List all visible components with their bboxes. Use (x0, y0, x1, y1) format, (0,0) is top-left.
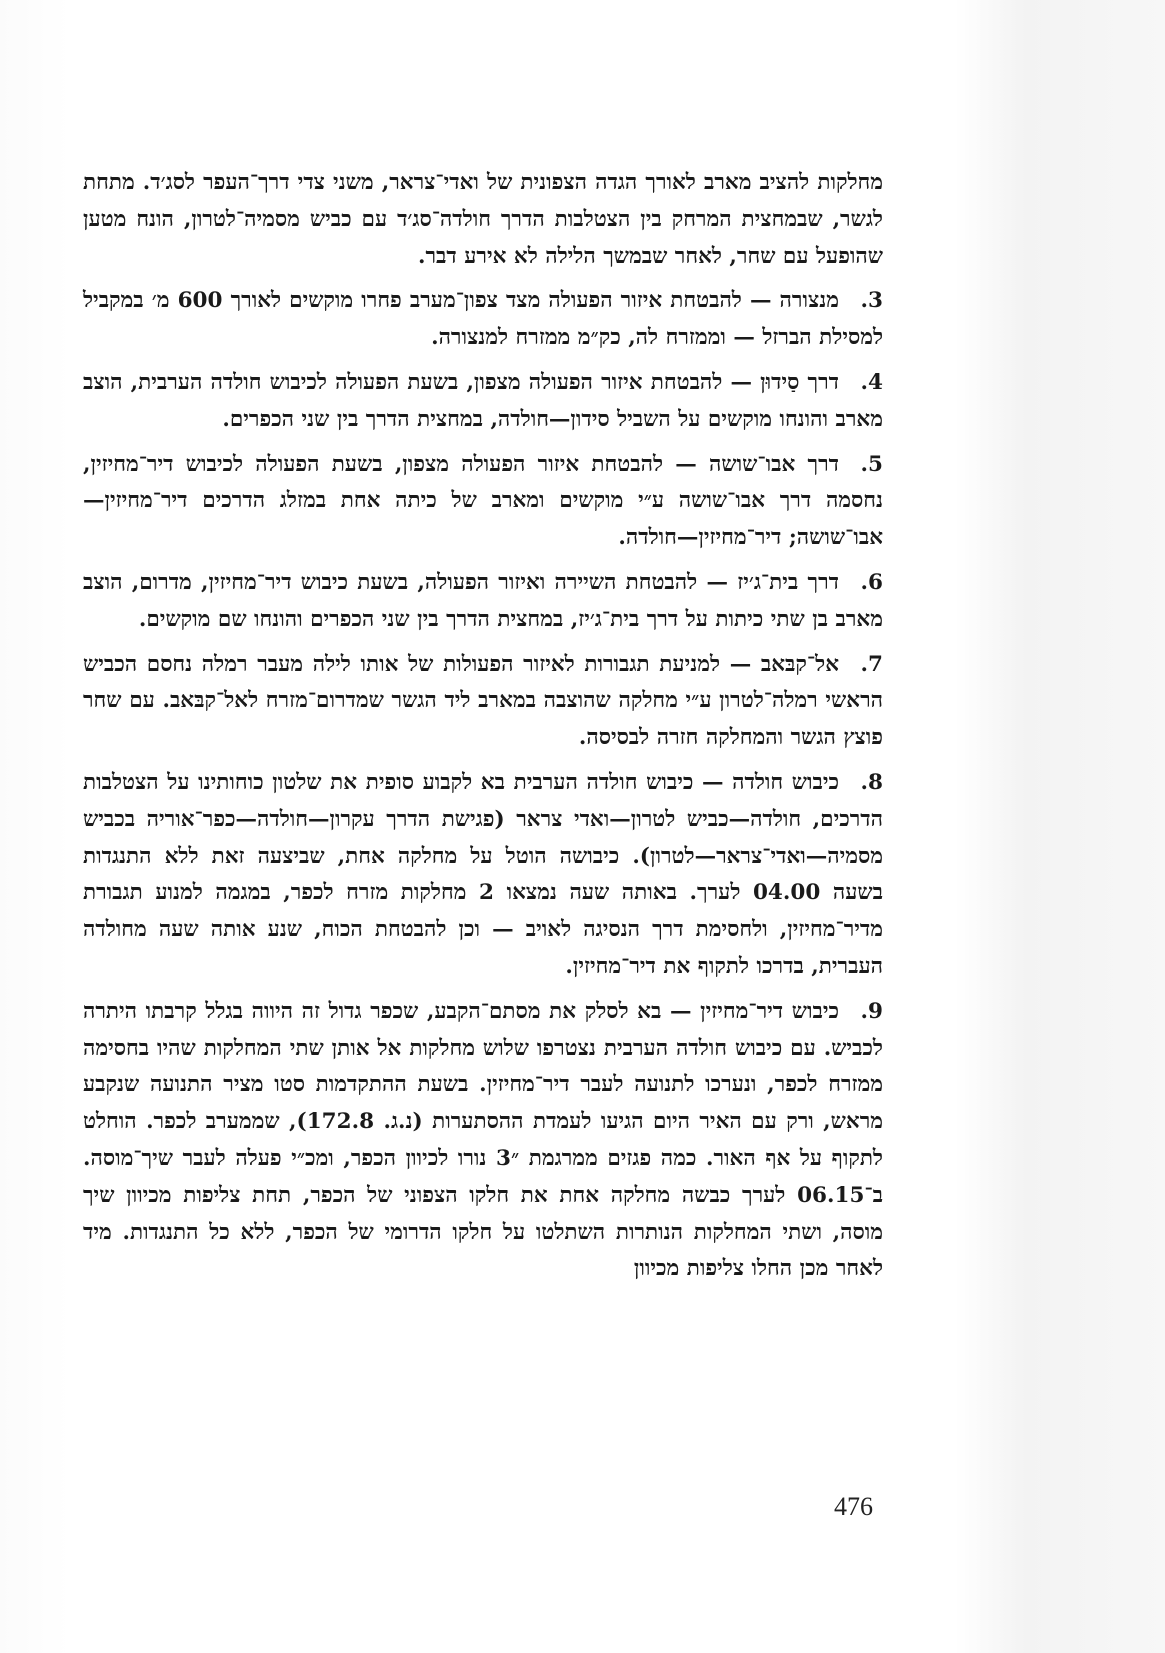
paragraph-9 (83, 994, 883, 1288)
paragraph-4 (83, 365, 883, 439)
paragraph-number: 6. (860, 569, 883, 595)
paragraph-text: דרך אבו־שושה — להבטחת איזור הפעולה מצפון, בשעת הפעולה לכיבוש דיר־מחיזין, נחסמה דרך אבו־שושה ע״י מוקשים ומארב של כיתה אחת במזלג הדרכים דיר־מחיזין—אבו־שושה; דיר־מחיזין—חולדה. (83, 451, 883, 551)
paragraph-text: כיבוש דיר־מחיזין — בא לסלק את מסתם־הקבע, שכפר גדול זה היווה בגלל קרבתו היתרה לכביש. עם כיבוש חולדה הערבית נצטרפו שלוש מחלקות אל אותן שתי המחלקות שהיו בחסימה ממזרח לכפר, ונערכו לתנועה לעבר דיר־מחיזין. בשעת ההתקדמות סטו מציר התנועה שנקבע מראש, ורק עם האיר היום הגיעו לעמדת ההסתערות (נ.ג. 172.8), שממערב לכפר. הוחלט לתקוף על אף האור. כמה פגזים ממרגמת ״3 נורו לכיוון הכפר, ומכ״י פעלה לעבר שיך־מוסה. ב־06.15 לערך כבשה מחלקה אחת את חלקו הצפוני של הכפר, תחת צליפות מכיוון שיך מוסה, ושתי המחלקות הנותרות השתלטו על חלקו הדרומי של הכפר, ללא כל התנגדות. מיד לאחר מכן החלו צליפות מכיוון (83, 998, 884, 1282)
paragraph-text: דרך סַידוּן — להבטחת איזור הפעולה מצפון, בשעת הפעולה לכיבוש חולדה הערבית, הוצב מארב והונחו מוקשים על השביל סידון—חולדה, במחצית הדרך בין שני הכפרים. (83, 369, 883, 432)
paragraph-6 (83, 565, 883, 639)
paragraph-number: 3. (860, 288, 883, 314)
paragraph-text: מנצורה — להבטחת איזור הפעולה מצד צפון־מערב פחרו מוקשים לאורך 600 מ׳ במקביל למסילת הברזל — וממזרח לה, כק״מ ממזרח למנצורה. (83, 288, 883, 351)
paragraph-5 (83, 447, 883, 557)
paragraph-number: 8. (860, 769, 883, 795)
paragraph-7 (83, 647, 883, 757)
paragraph-number: 7. (860, 651, 883, 677)
page-number: 476 (834, 1492, 873, 1521)
paragraph-number: 5. (860, 451, 883, 477)
paragraph-8 (83, 765, 883, 986)
paragraph-continuation (83, 165, 883, 275)
paragraph-text: דרך בית־ג׳יז — להבטחת השיירה ואיזור הפעולה, בשעת כיבוש דיר־מחיזין, מדרום, הוצב מארב בן שתי כיתות על דרך בית־ג׳יז, במחצית הדרך בין שני הכפרים והונחו שם מוקשים. (83, 569, 883, 632)
paragraph-number: 9. (860, 998, 883, 1024)
body-text (83, 165, 883, 1296)
paragraph-text: כיבוש חולדה — כיבוש חולדה הערבית בא לקבוע סופית את שלטון כוחותינו על הצטלבות הדרכים, חולדה—כביש לטרון—ואדי צראר (פגישת הדרך עקרון—חולדה—כפר־אוריה בכביש מסמיה—ואדי־צראר—לטרון). כיבושה הוטל על מחלקה אחת, שביצעה זאת ללא התנגדות בשעה 04.00 לערך. באותה שעה נמצאו 2 מחלקות מזרח לכפר, במגמה למנוע תגבורת מדיר־מחיזין, ולחסימת דרך הנסיגה לאויב — וכן להבטחת הכוח, שנע אותה שעה מחולדה העברית, בדרכו לתקוף את דיר־מחיזין. (83, 769, 884, 979)
paragraph-text: מחלקות להציב מארב לאורך הגדה הצפונית של ואדי־צראר, משני צדי דרך־העפר לסג׳ד. מתחת לגשר, שבמחצית המרחק בין הצטלבות הדרך חולדה־סג׳ד עם כביש מסמיה־לטרון, הונח מטען שהופעל עם שחר, לאחר שבמשך הלילה לא אירע דבר. (83, 170, 883, 269)
paragraph-3 (83, 283, 883, 357)
paragraph-number: 4. (860, 369, 883, 395)
paragraph-text: אל־קבּאב — למניעת תגבורות לאיזור הפעולות של אותו לילה מעבר רמלה נחסם הכביש הראשי רמלה־לטרון ע״י מחלקה שהוצבה במארב ליד הגשר שמדרום־מזרח לאל־קבּאב. עם שחר פוצץ הגשר והמחלקה חזרה לבסיסה. (83, 651, 883, 751)
